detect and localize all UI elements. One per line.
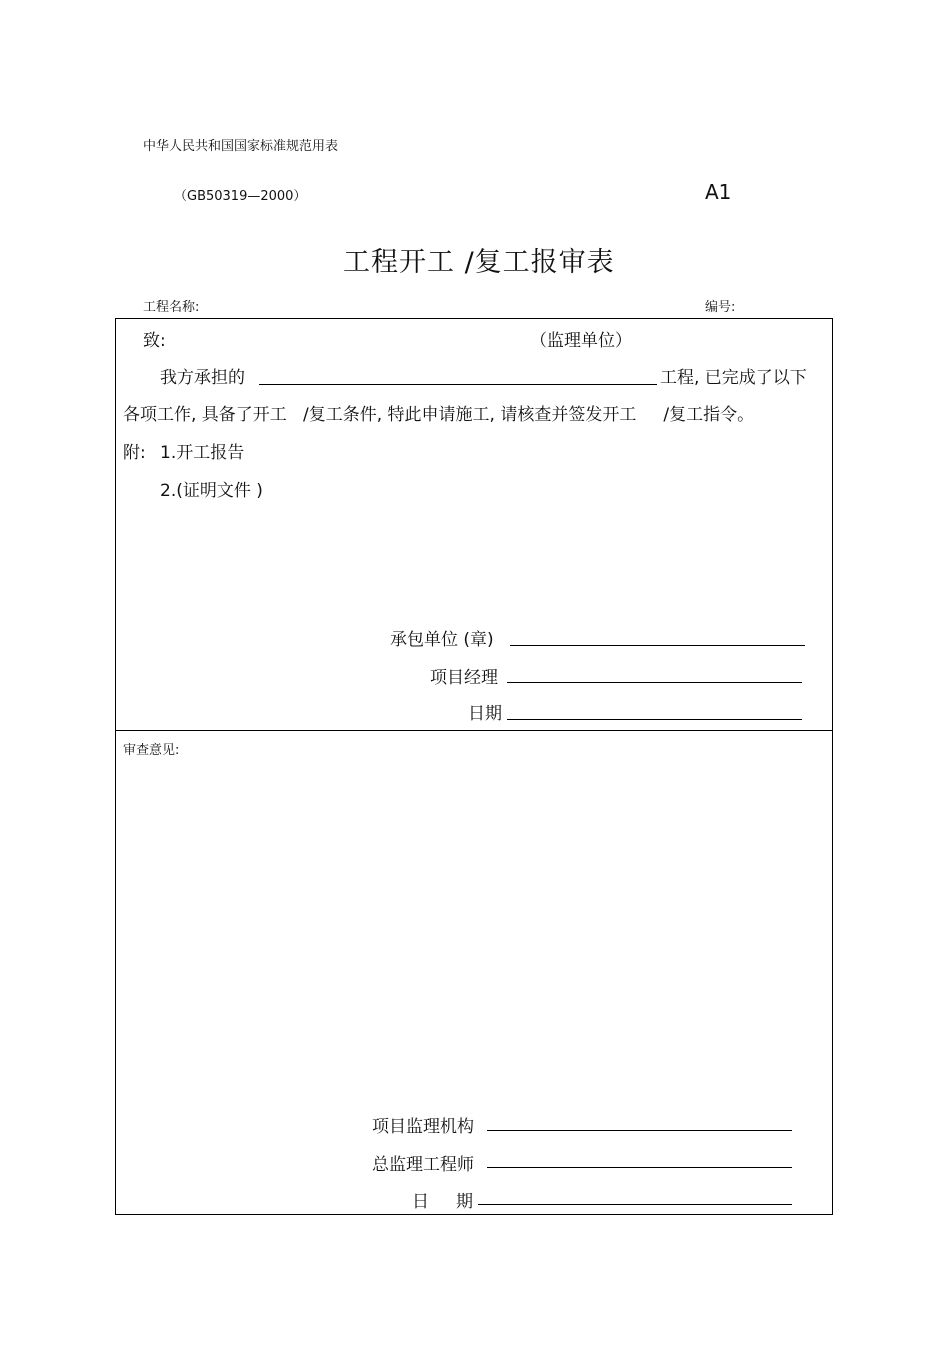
- line2-text: 各项工作, 具备了开工 /复工条件, 特此申请施工, 请核查并签发开工 /复工指令。: [123, 405, 755, 425]
- line1-end: 工程, 已完成了以下: [660, 368, 807, 388]
- agency-label: 项目监理机构: [372, 1117, 474, 1137]
- review-label: 审查意见:: [123, 743, 180, 758]
- review-date-label: 日 期: [412, 1192, 474, 1212]
- manager-signature-line[interactable]: [507, 682, 802, 683]
- line1-start: 我方承担的: [160, 368, 245, 388]
- form-id: A1: [705, 180, 732, 204]
- review-section: [115, 730, 833, 1215]
- project-name-label: 工程名称:: [143, 300, 200, 315]
- attach-label: 附:: [123, 443, 146, 463]
- manager-label: 项目经理: [430, 668, 498, 688]
- standard-label: 中华人民共和国国家标准规范用表: [143, 139, 339, 154]
- contractor-label: 承包单位 (章): [390, 630, 494, 650]
- date-label: 日期: [468, 704, 502, 724]
- chief-engineer-signature-line[interactable]: [487, 1167, 792, 1168]
- supervisor-unit-label: （监理单位）: [530, 331, 632, 351]
- review-date-line[interactable]: [478, 1204, 792, 1205]
- number-label: 编号:: [705, 300, 736, 315]
- standard-code: （GB50319—2000）: [174, 189, 307, 204]
- project-blank-line[interactable]: [259, 384, 657, 385]
- agency-signature-line[interactable]: [487, 1130, 792, 1131]
- contractor-signature-line[interactable]: [510, 645, 805, 646]
- attach-item-1: 1.开工报告: [160, 443, 245, 463]
- chief-engineer-label: 总监理工程师: [372, 1155, 474, 1175]
- date-line[interactable]: [507, 719, 802, 720]
- to-label: 致:: [143, 331, 166, 351]
- attach-item-2: 2.(证明文件 ): [160, 481, 263, 501]
- page-title: 工程开工 /复工报审表: [343, 247, 615, 278]
